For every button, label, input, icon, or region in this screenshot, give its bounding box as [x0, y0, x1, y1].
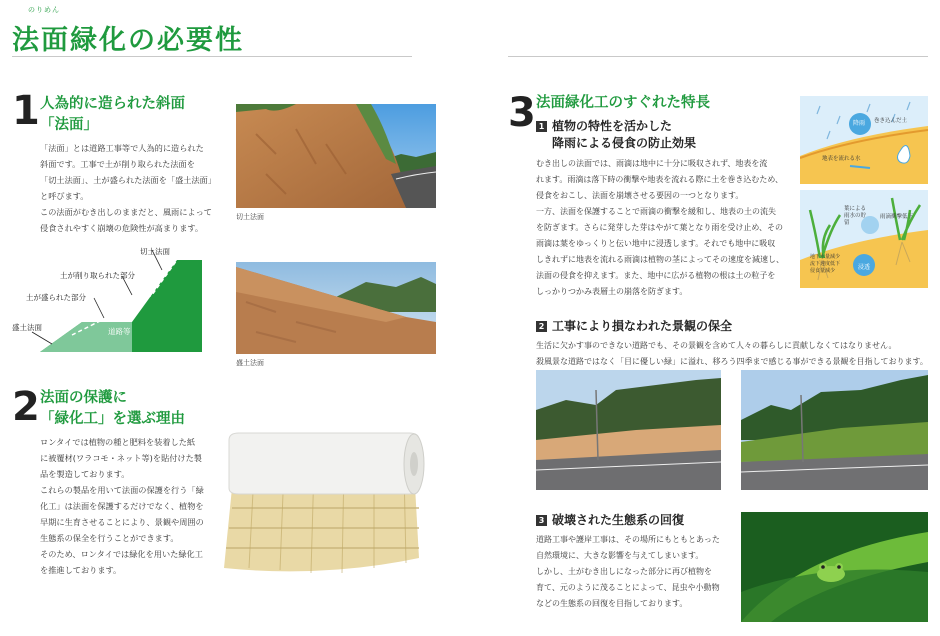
item1-body	[536, 156, 784, 300]
item3-body-line: 自然環境に、大きな影響を与えてしまいます。	[536, 551, 704, 560]
section2-body-line: 生態系の保全を行うことができます。	[40, 533, 179, 543]
item1-badge: 1	[536, 121, 547, 132]
diagram-label-rain: 降雨	[853, 120, 866, 127]
section2-body	[40, 434, 204, 578]
item1-body-line: 雨滴は葉をゆっくりと伝い地中に浸透します。それでも地中に吸収	[536, 239, 776, 248]
item1-body-line: 一方、法面を保護することで雨滴の衝撃を緩和し、地表の土の流失	[536, 207, 776, 216]
erosion-diagram-vegetated	[800, 190, 928, 288]
section2-body-line: 化工」は法面を保護するだけでなく、植物を	[40, 501, 204, 511]
item1-title-line2: 降雨による侵食の防止効果	[552, 136, 697, 150]
item2-title	[536, 318, 732, 335]
item1-body-line: を防ぎます。さらに発芽した芽はやがて葉となり雨を受け止め、その	[536, 223, 784, 232]
section2-heading-line1: 法面の保護に	[40, 390, 127, 406]
item3-title	[536, 512, 684, 529]
section1-body-line: 侵食されやすく崩壊の危険性が高まります。	[40, 223, 204, 233]
diagram-label-speed: 雨滴衝撃低下	[880, 214, 914, 220]
title-furigana: のりめん	[28, 6, 60, 14]
item3-body-line: などの生態系の回復を目指しております。	[536, 599, 688, 608]
section1-heading-line1: 人為的に造られた斜面	[40, 96, 185, 112]
diagram-label-cut-part: 土が削り取られた部分	[60, 271, 135, 280]
diagram-label-fill-slope: 盛土法面	[12, 323, 42, 332]
section2-body-line: を推進しております。	[40, 565, 122, 575]
section1-heading-line2: 「法面」	[40, 117, 98, 133]
road-before-photo	[536, 370, 721, 490]
road-after-photo	[741, 370, 928, 490]
erosion-diagram-bare	[800, 96, 928, 184]
page-title: 法面緑化の必要性	[12, 25, 244, 56]
section2-body-line: に被覆材(ワラコモ・ネット等)を貼付けた製	[40, 453, 202, 463]
diagram-label-fill-part: 土が盛られた部分	[26, 293, 86, 302]
diagram-label-mud: 巻き込んだ土	[874, 118, 908, 124]
fill-slope-caption: 盛土法面	[236, 359, 264, 367]
section2-body-line: 品を製造しております。	[40, 469, 130, 479]
item3-title-text: 破壊された生態系の回復	[552, 513, 685, 527]
diagram-label-cut-slope: 切土法面	[140, 247, 170, 256]
section3-heading: 法面緑化工のすぐれた特長	[536, 95, 710, 111]
item2-title-text: 工事により損なわれた景観の保全	[552, 319, 733, 333]
left-divider	[12, 56, 412, 57]
section2-body-line: そのため、ロンタイでは緑化を用いた緑化工	[40, 549, 203, 559]
item3-body-line: 道路工事や護岸工事は、その場所にもともとあった	[536, 535, 720, 544]
straw-mat-photo	[214, 428, 434, 578]
section2-heading	[40, 388, 185, 430]
slope-diagram	[12, 240, 202, 360]
item2-badge: 2	[536, 321, 547, 332]
item3-body-line: しかし、土がむき出しになった部分に再び植物を	[536, 567, 712, 576]
section1-body-line: この法面がむき出しのままだと、風雨によって	[40, 207, 212, 217]
item1-body-line: しきれずに地表を流れる雨滴は植物の茎によってその速度を減速し、	[536, 255, 784, 264]
diagram-label-infiltration: 浸透	[858, 264, 871, 271]
item3-body	[536, 532, 720, 612]
item3-body-line: 育て、元のように茂ることによって、昆虫や小動物	[536, 583, 720, 592]
cut-slope-photo	[236, 104, 436, 208]
right-divider	[508, 56, 928, 57]
fill-slope-photo	[236, 262, 436, 354]
diagram-label-ground: 地下水量減少 流下速度低下 侵食量減少	[810, 254, 841, 274]
section2-body-line: ロンタイでは植物の種と肥料を装着した紙	[40, 437, 196, 447]
diagram-label-leaf: 葉による雨水の貯留	[844, 206, 867, 226]
cut-slope-caption: 切土法面	[236, 213, 264, 221]
item1-title-line1: 植物の特性を活かした	[552, 119, 673, 133]
section1-body	[40, 140, 216, 236]
section3-number: 3	[508, 90, 536, 136]
section1-heading	[40, 94, 185, 136]
section2-body-line: 早期に生育させることにより、景観や周囲の	[40, 517, 204, 527]
section1-body-line: 「切土法面」、土が盛られた法面を「盛土法面」	[40, 175, 217, 185]
section1-body-line: 斜面です。工事で土が削り取られた法面を	[40, 159, 195, 169]
item1-body-line: れます。雨滴は落下時の衝撃や地表を流れる際に土を巻き込むため、	[536, 175, 784, 184]
section2-heading-line2: 「緑化工」を選ぶ理由	[40, 411, 185, 427]
item3-badge: 3	[536, 515, 547, 526]
item1-body-line: 法面の侵食を抑えます。また、地中に広がる植物の根は土の粒子を	[536, 271, 776, 280]
section1-body-line: 「法面」とは道路工事等で人為的に造られた	[40, 143, 204, 153]
item1-body-line: むき出しの法面では、雨滴は地中に十分に吸収されず、地表を流	[536, 159, 768, 168]
item2-body-line: 殺風景な道路ではなく「目に優しい緑」に溢れ、移ろう四季まで感じる事ができる景観を目指しております。	[536, 357, 928, 366]
section1-body-line: と呼びます。	[40, 191, 89, 201]
item1-title	[536, 118, 696, 152]
item2-body-line: 生活に欠かす事のできない道路でも、その景観を含めて人々の暮らしに貢献しなくてはなりません。	[536, 341, 897, 350]
item2-body	[536, 338, 928, 370]
diagram-label-runoff: 地表を流れる水	[822, 156, 861, 162]
section1-number: 1	[12, 88, 40, 134]
item1-body-line: しっかりつかみ表層土の崩落を防ぎます。	[536, 287, 688, 296]
frog-photo	[741, 512, 928, 622]
section2-number: 2	[12, 384, 40, 430]
section2-body-line: これらの製品を用いて法面の保護を行う「緑	[40, 485, 204, 495]
diagram-label-road: 道路等	[108, 327, 131, 336]
item1-body-line: 侵食をおこし、法面を崩壊させる要因の一つとなります。	[536, 191, 744, 200]
